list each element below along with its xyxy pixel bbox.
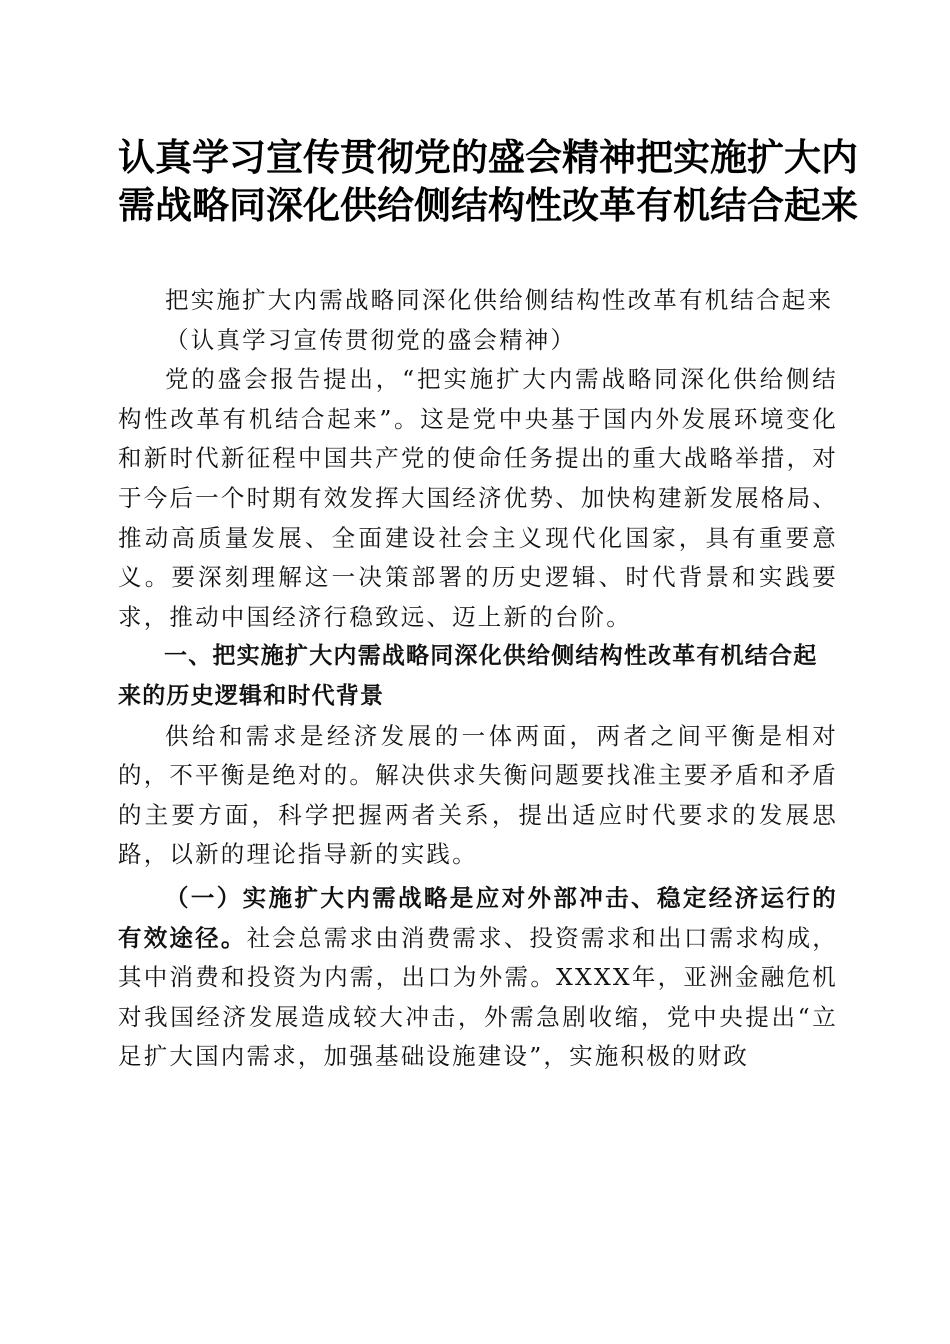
document-title — [118, 134, 858, 230]
title-line-2: 需战略同深化供给侧结构性改革有机结合起来 — [118, 184, 858, 227]
subtitle-paren: （认真学习宣传贯彻党的盛会精神） — [165, 325, 577, 354]
section-heading-1: 一、把实施扩大内需战略同深化供给侧结构性改革有机结合起来的历史逻辑和时代背景 — [118, 643, 818, 709]
subsection-heading-1: （一）实施扩大内需战略是应对外部冲击、稳定经济运行的有效途径。 — [118, 883, 838, 952]
paragraph-domestic-demand — [118, 879, 838, 1077]
title-line-1: 认真学习宣传贯彻党的盛会精神把实施扩大内 — [118, 136, 858, 179]
paragraph-supply-demand: 供给和需求是经济发展的一体两面，两者之间平衡是相对的，不平衡是绝对的。解决供求失衡问题要找准主要矛盾和矛盾的主要方面，科学把握两者关系，提出适应时代要求的发展思路，以新的理论指导新的实践。 — [118, 721, 838, 869]
subtitle-main: 把实施扩大内需战略同深化供给侧结构性改革有机结合起来 — [165, 286, 834, 314]
paragraph-intro: 党的盛会报告提出，“把实施扩大内需战略同深化供给侧结构性改革有机结合起来”。这是党中央基于国内外发展环境变化和新时代新征程中国共产党的使命任务提出的重大战略举措，对于今后一个时期有效发挥大国经济优势、加快构建新发展格局、推动高质量发展、全面建设社会主义现代化国家，具有重要意义。要深刻理解这一决策部署的历史逻辑、时代背景和实践要求，推动中国经济行稳致远、迈上新的台阶。 — [118, 365, 838, 631]
subsection-body-1: 社会总需求由消费需求、投资需求和出口需求构成，其中消费和投资为内需，出口为外需。XXXX年，亚洲金融危机对我国经济发展造成较大冲击，外需急剧收缩，党中央提出“立足扩大国内需求，加强基础设施建设”，实施积极的财政 — [118, 923, 838, 1071]
document-body — [118, 281, 838, 1077]
